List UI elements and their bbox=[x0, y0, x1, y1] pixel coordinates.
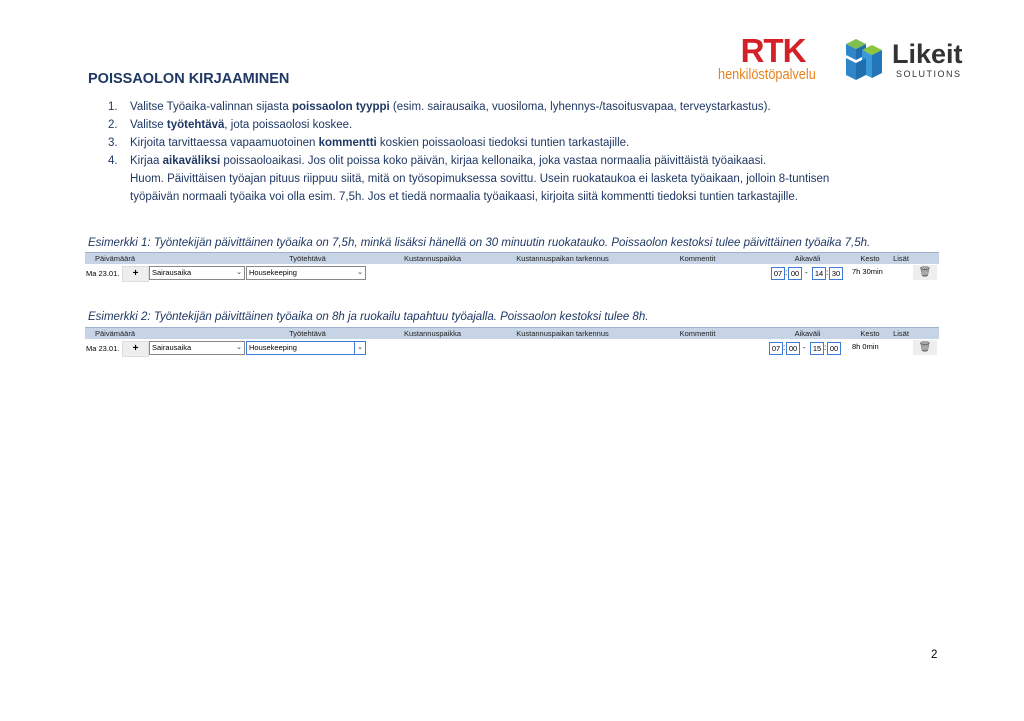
col-header-duration: Kesto bbox=[860, 254, 880, 263]
likeit-cube-icon bbox=[842, 36, 886, 84]
duration-value: 7h 30min bbox=[852, 267, 883, 276]
example-1-grid bbox=[85, 252, 939, 282]
end-minute-input[interactable]: 00 bbox=[827, 342, 841, 355]
col-header-time-range: Aikaväli bbox=[794, 329, 821, 338]
task-select[interactable]: Housekeeping ⌄ bbox=[246, 341, 366, 355]
end-hour-input[interactable]: 14 bbox=[812, 267, 826, 280]
start-hour-input[interactable]: 07 bbox=[771, 267, 785, 280]
table-row: Ma 23.01. + Sairausaika ⌄ Housekeeping ⌄ 07 : 00 - 14 : 30 7h 30min 🗑 bbox=[85, 266, 939, 282]
chevron-down-icon: ⌄ bbox=[357, 269, 363, 276]
rtk-logo-text: RTK bbox=[740, 32, 806, 69]
example-2-grid bbox=[85, 327, 939, 357]
chevron-down-icon: ⌄ bbox=[354, 342, 365, 354]
end-minute-input[interactable]: 30 bbox=[829, 267, 843, 280]
start-minute-input[interactable]: 00 bbox=[788, 267, 802, 280]
col-header-cost-center-detail: Kustannuspaikan tarkennus bbox=[516, 254, 609, 263]
table-row: Ma 23.01. + Sairausaika ⌄ Housekeeping ⌄ 07 : 00 - 15 : 00 8h 0min 🗑 bbox=[85, 341, 939, 357]
absence-type-select[interactable]: Sairausaika ⌄ bbox=[149, 341, 245, 355]
rtk-logo-subtext: henkilöstöpalvelu bbox=[718, 66, 816, 83]
task-select[interactable]: Housekeeping ⌄ bbox=[246, 266, 366, 280]
likeit-logo bbox=[842, 36, 972, 88]
rtk-logo bbox=[718, 32, 828, 83]
add-row-button[interactable]: + bbox=[122, 341, 149, 357]
start-hour-input[interactable]: 07 bbox=[769, 342, 783, 355]
trash-icon[interactable]: 🗑 bbox=[913, 265, 937, 280]
start-minute-input[interactable]: 00 bbox=[786, 342, 800, 355]
instruction-note-line: Huom. Päivittäisen työajan pituus riippuu siitä, mitä on työsopimuksessa sovittu. Usein ruokataukoa ei lasketa työaikaan, jolloin 8-tuntisen bbox=[130, 173, 830, 185]
col-header-comments: Kommentit bbox=[679, 254, 716, 263]
instruction-step: 1. Valitse Työaika-valinnan sijasta poissaolon tyyppi (esim. sairausaika, vuosiloma, lyhennys-/tasoitusvapaa, terveystarkastus). bbox=[108, 101, 771, 113]
likeit-logo-text: Likeit bbox=[892, 39, 963, 69]
instruction-step: 2. Valitse työtehtävä, jota poissaolosi koskee. bbox=[108, 119, 353, 131]
page-title: POISSAOLON KIRJAAMINEN bbox=[88, 71, 290, 87]
chevron-down-icon: ⌄ bbox=[236, 269, 242, 276]
row-date: Ma 23.01. bbox=[86, 269, 120, 278]
likeit-logo-subtext: SOLUTIONS bbox=[896, 69, 962, 79]
col-header-task: Työtehtävä bbox=[289, 254, 326, 263]
col-header-comments: Kommentit bbox=[679, 329, 716, 338]
col-header-date: Päivämäärä bbox=[94, 329, 136, 338]
col-header-extras: Lisät bbox=[893, 329, 909, 338]
instruction-note-line: työpäivän normaali työaika voi olla esim. 7,5h. Jos et tiedä normaalia työaikaasi, kirjoita siitä kommentti tiedoksi tuntien tarkastajille. bbox=[130, 191, 798, 203]
col-header-cost-center: Kustannuspaikka bbox=[403, 329, 462, 338]
instruction-step: 4. Kirjaa aikaväliksi poissaoloaikasi. Jos olit poissa koko päivän, kirjaa kellonaika, joka vastaa normaalia päivittäistä työaikaasi. bbox=[108, 155, 767, 167]
instruction-list bbox=[88, 98, 908, 206]
example-1-caption: Esimerkki 1: Työntekijän päivittäinen työaika on 7,5h, minkä lisäksi hänellä on 30 minuutin ruokatauko. Poissaolon kestoksi tulee päivittäinen työaika 7,5h. bbox=[88, 237, 871, 249]
chevron-down-icon: ⌄ bbox=[236, 344, 242, 351]
row-date: Ma 23.01. bbox=[86, 344, 120, 353]
logos bbox=[718, 32, 968, 88]
col-header-extras: Lisät bbox=[893, 254, 909, 263]
absence-type-select[interactable]: Sairausaika ⌄ bbox=[149, 266, 245, 280]
grid-header bbox=[85, 327, 939, 339]
page-number: 2 bbox=[931, 649, 938, 661]
grid-header bbox=[85, 252, 939, 264]
col-header-duration: Kesto bbox=[860, 329, 880, 338]
add-row-button[interactable]: + bbox=[122, 266, 149, 282]
instruction-step: 3. Kirjoita tarvittaessa vapaamuotoinen kommentti koskien poissaoloasi tiedoksi tuntien tarkastajille. bbox=[108, 137, 630, 149]
col-header-task: Työtehtävä bbox=[289, 329, 326, 338]
duration-value: 8h 0min bbox=[852, 342, 879, 351]
end-hour-input[interactable]: 15 bbox=[810, 342, 824, 355]
trash-icon[interactable]: 🗑 bbox=[913, 340, 937, 355]
example-2-caption: Esimerkki 2: Työntekijän päivittäinen työaika on 8h ja ruokailu tapahtuu työajalla. Poissaolon kestoksi tulee 8h. bbox=[88, 311, 649, 323]
col-header-cost-center: Kustannuspaikka bbox=[403, 254, 462, 263]
col-header-date: Päivämäärä bbox=[94, 254, 136, 263]
col-header-time-range: Aikaväli bbox=[794, 254, 821, 263]
col-header-cost-center-detail: Kustannuspaikan tarkennus bbox=[516, 329, 609, 338]
